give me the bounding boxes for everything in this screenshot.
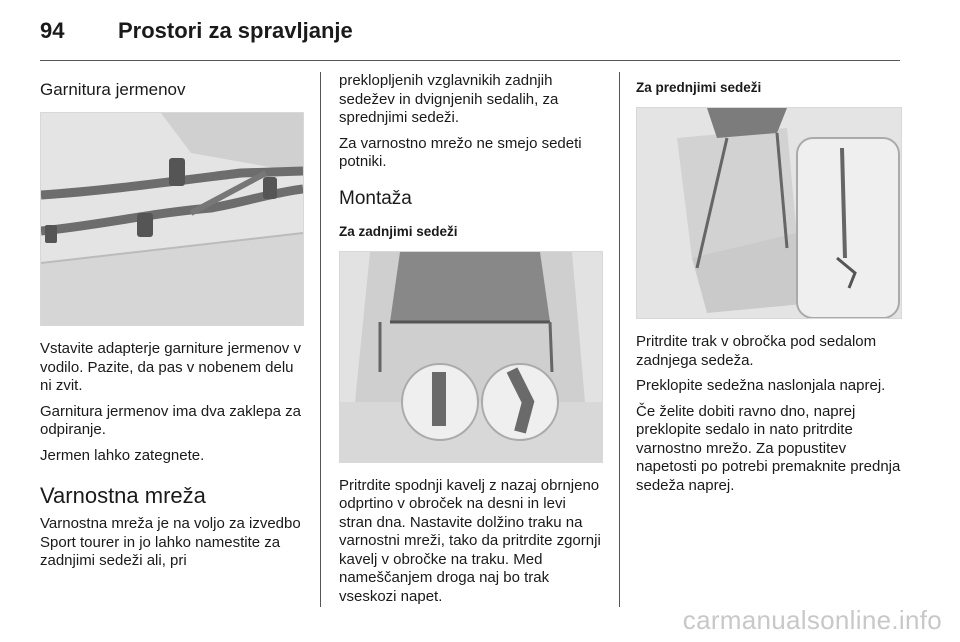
paragraph: Preklopite sedežna naslonjala naprej. [636,377,886,394]
paragraph: Garnitura jermenov ima dva zaklepa za odpiranje. [40,402,301,438]
paragraph: Pritrdite trak v obročka pod sedalom zadnjega sedeža. [636,333,877,369]
subheading-behind-front-seats: Za prednjimi sedeži [636,80,762,95]
front-seat-net-illustration [636,107,902,319]
subheading-behind-rear-seats: Za zadnjimi sedeži [339,223,458,239]
section-heading-installation: Montaža [339,187,412,209]
column-divider-1 [320,72,321,607]
paragraph: Za varnostno mrežo ne smejo sedeti potniki. [339,134,582,170]
header-divider [40,60,900,61]
column-divider-2 [619,72,620,607]
paragraph: Če želite dobiti ravno dno, naprej preklopite sedalo in nato pritrdite varnostno mrežo. Za popustitev napetosti po potrebi premaknite prednja sedeža naprej. [636,402,901,494]
column-3 [636,72,904,502]
page-number: 94 [40,18,65,43]
section-heading-safety-net: Varnostna mreža [40,483,206,508]
chapter-title: Prostori za spravljanje [118,18,353,43]
paragraph: Pritrdite spodnji kavelj z nazaj obrnjeno odprtino v obroček na desni in levi stran dna. Nastavite dolžino traku na varnostni mreži, tako da pritrdite zgornji kavelj v obročke na traku. Med nameščanjem droga naj bo trak vseskozi napet. [339,476,601,605]
section-heading-strap-set: Garnitura jermenov [40,80,186,99]
rear-seat-net-illustration [339,251,603,463]
paragraph: Vstavite adapterje garniture jermenov v vodilo. Pazite, da pas v nobenem delu ni zvit. [40,340,301,394]
column-2 [339,72,601,613]
paragraph: Varnostna mreža je na voljo za izvedbo Sport tourer in jo lahko namestite za zadnjimi sedeži ali, pri [40,515,301,569]
strap-set-illustration [40,112,304,326]
watermark: carmanualsonline.info [682,605,942,635]
page-header [40,18,900,48]
column-1 [40,72,302,578]
paragraph: preklopljenih vzglavnikih zadnjih sedežev in dvignjenih sedalih, za sprednjimi sedeži. [339,72,559,126]
paragraph: Jermen lahko zategnete. [40,446,205,464]
